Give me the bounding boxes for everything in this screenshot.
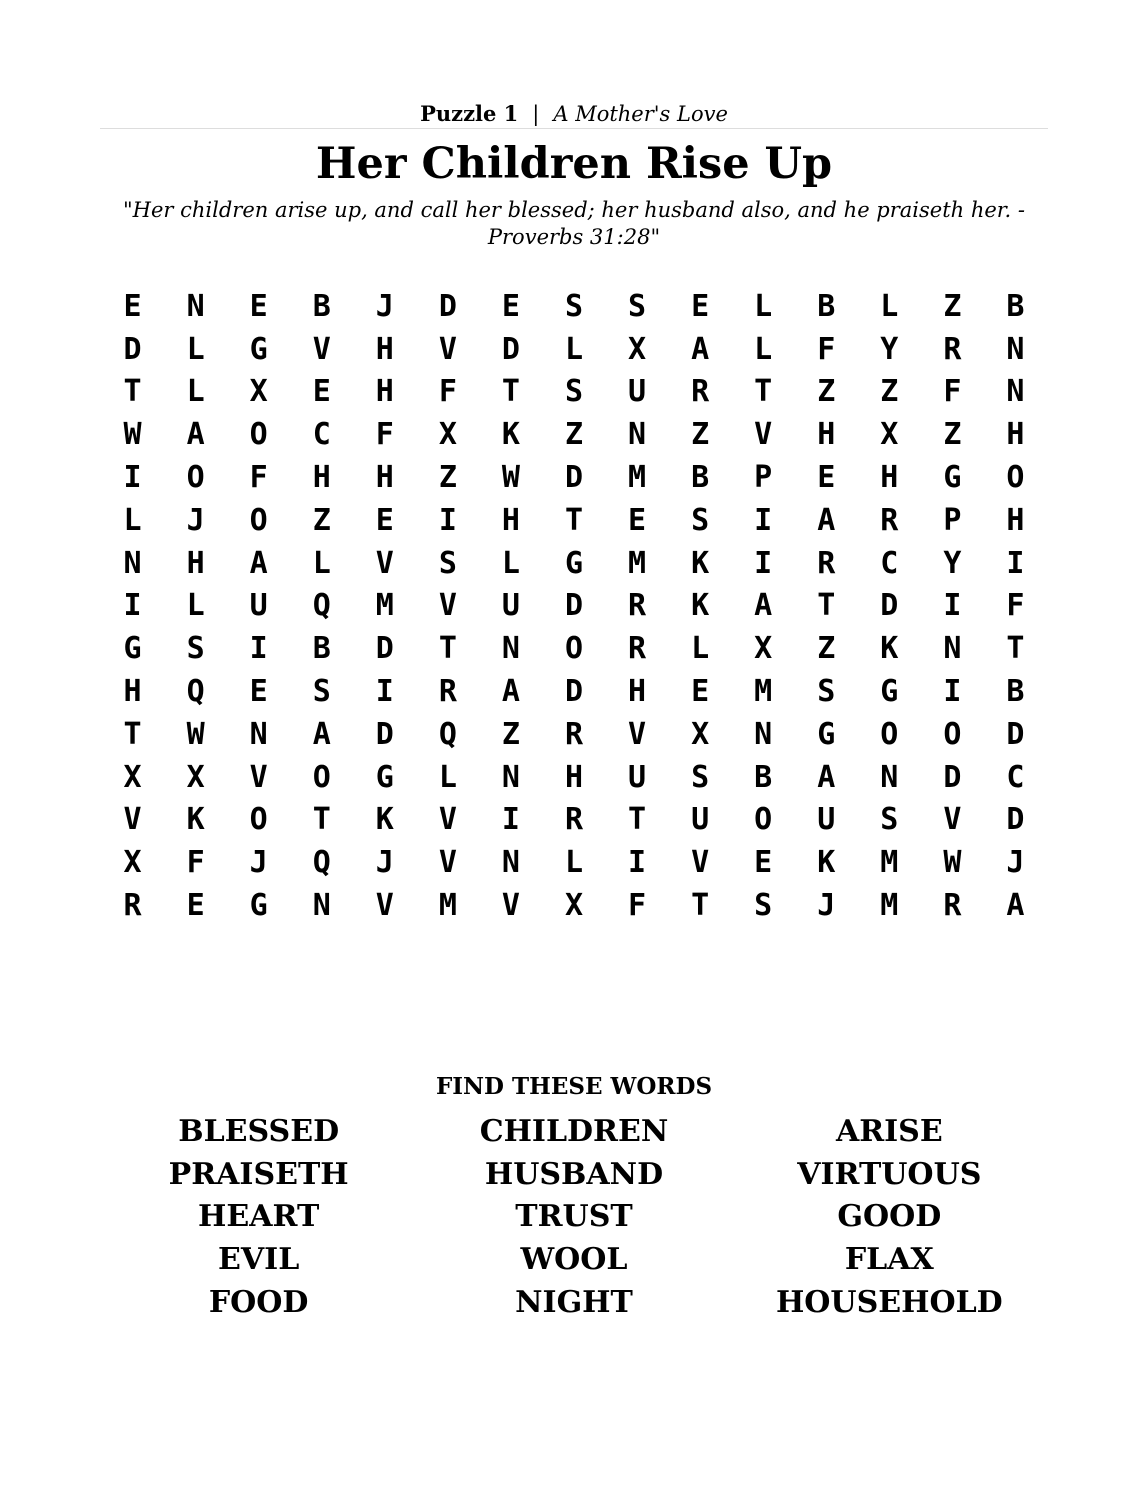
grid-cell: Z — [312, 502, 331, 538]
grid-cell: Z — [564, 417, 583, 453]
grid-cell: D — [375, 631, 394, 667]
grid-cell: F — [943, 374, 962, 410]
grid-cell: B — [691, 460, 710, 496]
word-list-item: HOUSEHOLD — [775, 1285, 1003, 1321]
grid-cell: K — [501, 417, 520, 453]
grid-cell: O — [1006, 460, 1025, 496]
word-list-item: TRUST — [515, 1199, 633, 1235]
word-list — [101, 1110, 1047, 1324]
grid-cell: L — [880, 288, 899, 324]
grid-cell: O — [754, 802, 773, 838]
grid-cell: H — [123, 674, 142, 710]
grid-cell: N — [1006, 331, 1025, 367]
grid-cell: Y — [943, 545, 962, 581]
grid-cell: N — [1006, 374, 1025, 410]
grid-cell: U — [628, 759, 647, 795]
grid-cell: G — [123, 631, 142, 667]
grid-cell: B — [754, 759, 773, 795]
header-divider — [100, 128, 1048, 129]
grid-cell: R — [123, 888, 142, 924]
grid-cell: R — [943, 331, 962, 367]
grid-cell: T — [312, 802, 331, 838]
grid-cell: X — [564, 888, 583, 924]
grid-cell: K — [691, 545, 710, 581]
word-list-item: WOOL — [520, 1242, 628, 1278]
grid-cell: K — [375, 802, 394, 838]
word-list-item: HUSBAND — [484, 1156, 664, 1192]
grid-cell: I — [1006, 545, 1025, 581]
grid-cell: X — [123, 845, 142, 881]
grid-cell: E — [249, 674, 268, 710]
word-list-item: NIGHT — [515, 1285, 633, 1321]
grid-cell: E — [186, 888, 205, 924]
grid-cell: O — [249, 802, 268, 838]
grid-cell: U — [817, 802, 836, 838]
grid-cell: V — [754, 417, 773, 453]
grid-cell: T — [628, 802, 647, 838]
grid-cell: R — [628, 588, 647, 624]
scripture-quote: "Her children arise up, and call her blessed; her husband also, and he praiseth her. - Proverbs 31:28" — [123, 198, 1025, 249]
grid-cell: X — [880, 417, 899, 453]
page-title: Her Children Rise Up — [315, 139, 833, 189]
grid-cell: D — [123, 331, 142, 367]
grid-cell: J — [375, 845, 394, 881]
grid-cell: B — [312, 631, 331, 667]
word-list-item: FOOD — [208, 1285, 309, 1321]
grid-cell: E — [691, 674, 710, 710]
grid-cell: D — [880, 588, 899, 624]
grid-cell: F — [817, 331, 836, 367]
grid-cell: D — [375, 716, 394, 752]
grid-cell: V — [438, 588, 457, 624]
grid-cell: Q — [438, 716, 457, 752]
puzzle-subtitle: A Mother's Love — [553, 102, 728, 126]
grid-cell: I — [943, 674, 962, 710]
grid-cell: N — [628, 417, 647, 453]
grid-cell: I — [754, 545, 773, 581]
grid-cell: S — [628, 288, 647, 324]
grid-cell: R — [628, 631, 647, 667]
grid-cell: N — [123, 545, 142, 581]
grid-cell: G — [943, 460, 962, 496]
grid-cell: L — [691, 631, 710, 667]
grid-cell: E — [817, 460, 836, 496]
grid-cell: Q — [312, 845, 331, 881]
grid-cell: C — [1006, 759, 1025, 795]
grid-cell: T — [564, 502, 583, 538]
grid-cell: P — [754, 460, 773, 496]
grid-cell: T — [123, 716, 142, 752]
grid-cell: H — [817, 417, 836, 453]
grid-cell: Y — [880, 331, 899, 367]
grid-cell: Z — [880, 374, 899, 410]
grid-cell: J — [1006, 845, 1025, 881]
grid-cell: V — [438, 845, 457, 881]
grid-cell: L — [186, 588, 205, 624]
grid-cell: D — [564, 588, 583, 624]
grid-cell: V — [438, 331, 457, 367]
grid-cell: O — [249, 417, 268, 453]
grid-cell: S — [880, 802, 899, 838]
grid-cell: G — [817, 716, 836, 752]
grid-cell: G — [880, 674, 899, 710]
grid-cell: N — [312, 888, 331, 924]
grid-cell: V — [249, 759, 268, 795]
grid-cell: U — [691, 802, 710, 838]
grid-cell: Z — [943, 288, 962, 324]
grid-cell: X — [123, 759, 142, 795]
grid-cell: U — [501, 588, 520, 624]
grid-cell: M — [628, 545, 647, 581]
grid-cell: X — [186, 759, 205, 795]
grid-cell: S — [438, 545, 457, 581]
word-list-item: GOOD — [837, 1199, 942, 1235]
grid-cell: Q — [186, 674, 205, 710]
grid-cell: E — [691, 288, 710, 324]
grid-cell: Z — [943, 417, 962, 453]
grid-cell: D — [438, 288, 457, 324]
grid-cell: S — [691, 502, 710, 538]
grid-cell: K — [186, 802, 205, 838]
word-list-item: PRAISETH — [168, 1156, 349, 1192]
grid-cell: N — [880, 759, 899, 795]
grid-cell: A — [691, 331, 710, 367]
grid-cell: N — [754, 716, 773, 752]
grid-cell: N — [186, 288, 205, 324]
grid-cell: E — [628, 502, 647, 538]
grid-cell: L — [564, 845, 583, 881]
grid-cell: B — [1006, 674, 1025, 710]
word-list-item: EVIL — [218, 1242, 300, 1278]
grid-cell: I — [501, 802, 520, 838]
grid-cell: Z — [817, 631, 836, 667]
word-list-heading: FIND THESE WORDS — [435, 1073, 713, 1100]
grid-cell: D — [564, 460, 583, 496]
grid-cell: C — [312, 417, 331, 453]
grid-cell: K — [880, 631, 899, 667]
grid-cell: T — [754, 374, 773, 410]
grid-cell: N — [501, 631, 520, 667]
grid-cell: O — [564, 631, 583, 667]
word-list-item: ARISE — [835, 1113, 943, 1149]
grid-cell: A — [1006, 888, 1025, 924]
grid-cell: S — [312, 674, 331, 710]
grid-cell: Z — [817, 374, 836, 410]
grid-cell: B — [1006, 288, 1025, 324]
grid-cell: H — [880, 460, 899, 496]
grid-cell: M — [375, 588, 394, 624]
grid-cell: R — [438, 674, 457, 710]
grid-cell: D — [564, 674, 583, 710]
grid-cell: L — [312, 545, 331, 581]
grid-cell: V — [691, 845, 710, 881]
grid-cell: R — [943, 888, 962, 924]
grid-cell: X — [754, 631, 773, 667]
grid-cell: D — [1006, 716, 1025, 752]
grid-cell: V — [943, 802, 962, 838]
grid-cell: M — [628, 460, 647, 496]
grid-cell: L — [186, 374, 205, 410]
grid-cell: D — [1006, 802, 1025, 838]
puzzle-number: Puzzle 1 — [420, 101, 519, 126]
grid-cell: J — [817, 888, 836, 924]
grid-cell: J — [249, 845, 268, 881]
grid-cell: O — [249, 502, 268, 538]
grid-cell: K — [817, 845, 836, 881]
grid-cell: A — [249, 545, 268, 581]
grid-cell: A — [817, 759, 836, 795]
grid-cell: H — [628, 674, 647, 710]
grid-cell: N — [943, 631, 962, 667]
grid-cell: F — [438, 374, 457, 410]
grid-cell: V — [501, 888, 520, 924]
grid-cell: I — [123, 460, 142, 496]
grid-cell: W — [943, 845, 962, 881]
grid-cell: E — [501, 288, 520, 324]
grid-cell: W — [501, 460, 520, 496]
word-list-item: HEART — [198, 1199, 320, 1235]
puzzle-header — [100, 100, 1048, 128]
grid-cell: F — [628, 888, 647, 924]
grid-cell: V — [628, 716, 647, 752]
grid-cell: L — [501, 545, 520, 581]
grid-cell: O — [186, 460, 205, 496]
grid-cell: A — [186, 417, 205, 453]
grid-cell: Q — [312, 588, 331, 624]
grid-cell: S — [754, 888, 773, 924]
grid-cell: A — [817, 502, 836, 538]
grid-cell: J — [186, 502, 205, 538]
grid-cell: O — [880, 716, 899, 752]
grid-cell: G — [249, 331, 268, 367]
grid-cell: L — [438, 759, 457, 795]
grid-cell: J — [375, 288, 394, 324]
grid-cell: T — [691, 888, 710, 924]
grid-cell: G — [564, 545, 583, 581]
grid-cell: E — [123, 288, 142, 324]
grid-cell: H — [501, 502, 520, 538]
grid-cell: V — [375, 888, 394, 924]
header-separator: | — [532, 102, 540, 126]
grid-cell: S — [691, 759, 710, 795]
grid-cell: F — [186, 845, 205, 881]
grid-cell: B — [312, 288, 331, 324]
grid-cell: N — [501, 759, 520, 795]
grid-cell: S — [817, 674, 836, 710]
grid-cell: E — [312, 374, 331, 410]
grid-cell: S — [186, 631, 205, 667]
grid-cell: B — [817, 288, 836, 324]
grid-cell: U — [249, 588, 268, 624]
grid-cell: L — [754, 288, 773, 324]
grid-cell: I — [375, 674, 394, 710]
word-list-item: BLESSED — [178, 1113, 340, 1149]
grid-cell: Z — [691, 417, 710, 453]
grid-cell: O — [312, 759, 331, 795]
letter-grid — [101, 285, 1047, 927]
grid-cell: H — [564, 759, 583, 795]
grid-cell: I — [943, 588, 962, 624]
grid-cell: I — [123, 588, 142, 624]
grid-cell: T — [817, 588, 836, 624]
grid-cell: L — [123, 502, 142, 538]
word-list-item: VIRTUOUS — [797, 1156, 982, 1192]
grid-cell: R — [564, 802, 583, 838]
grid-cell: L — [754, 331, 773, 367]
grid-cell: H — [1006, 417, 1025, 453]
word-list-item: CHILDREN — [479, 1113, 669, 1149]
grid-cell: E — [249, 288, 268, 324]
grid-cell: H — [375, 374, 394, 410]
grid-cell: T — [501, 374, 520, 410]
grid-cell: T — [438, 631, 457, 667]
grid-cell: M — [880, 888, 899, 924]
grid-cell: V — [375, 545, 394, 581]
grid-cell: I — [438, 502, 457, 538]
grid-cell: I — [249, 631, 268, 667]
grid-cell: R — [691, 374, 710, 410]
grid-cell: D — [501, 331, 520, 367]
grid-cell: W — [186, 716, 205, 752]
grid-cell: R — [880, 502, 899, 538]
grid-cell: S — [564, 288, 583, 324]
grid-cell: V — [123, 802, 142, 838]
grid-cell: Z — [501, 716, 520, 752]
grid-cell: S — [564, 374, 583, 410]
grid-cell: X — [628, 331, 647, 367]
grid-cell: E — [754, 845, 773, 881]
grid-cell: X — [691, 716, 710, 752]
grid-cell: G — [249, 888, 268, 924]
grid-cell: G — [375, 759, 394, 795]
grid-cell: I — [628, 845, 647, 881]
grid-cell: Z — [438, 460, 457, 496]
grid-cell: N — [249, 716, 268, 752]
grid-cell: H — [375, 460, 394, 496]
grid-cell: F — [1006, 588, 1025, 624]
grid-cell: E — [375, 502, 394, 538]
grid-cell: A — [501, 674, 520, 710]
grid-cell: K — [691, 588, 710, 624]
grid-cell: R — [817, 545, 836, 581]
grid-cell: H — [312, 460, 331, 496]
grid-cell: M — [754, 674, 773, 710]
grid-cell: T — [1006, 631, 1025, 667]
grid-cell: O — [943, 716, 962, 752]
grid-cell: D — [943, 759, 962, 795]
grid-cell: V — [438, 802, 457, 838]
grid-cell: R — [564, 716, 583, 752]
grid-cell: X — [249, 374, 268, 410]
word-list-item: FLAX — [844, 1242, 934, 1278]
grid-cell: M — [880, 845, 899, 881]
grid-cell: X — [438, 417, 457, 453]
grid-cell: P — [943, 502, 962, 538]
grid-cell: N — [501, 845, 520, 881]
grid-cell: L — [186, 331, 205, 367]
grid-cell: F — [249, 460, 268, 496]
grid-cell: A — [312, 716, 331, 752]
grid-cell: V — [312, 331, 331, 367]
grid-cell: M — [438, 888, 457, 924]
grid-cell: H — [1006, 502, 1025, 538]
grid-cell: L — [564, 331, 583, 367]
grid-cell: U — [628, 374, 647, 410]
grid-cell: W — [123, 417, 142, 453]
grid-cell: H — [186, 545, 205, 581]
grid-cell: C — [880, 545, 899, 581]
grid-cell: T — [123, 374, 142, 410]
grid-cell: H — [375, 331, 394, 367]
grid-cell: I — [754, 502, 773, 538]
grid-cell: A — [754, 588, 773, 624]
grid-cell: F — [375, 417, 394, 453]
